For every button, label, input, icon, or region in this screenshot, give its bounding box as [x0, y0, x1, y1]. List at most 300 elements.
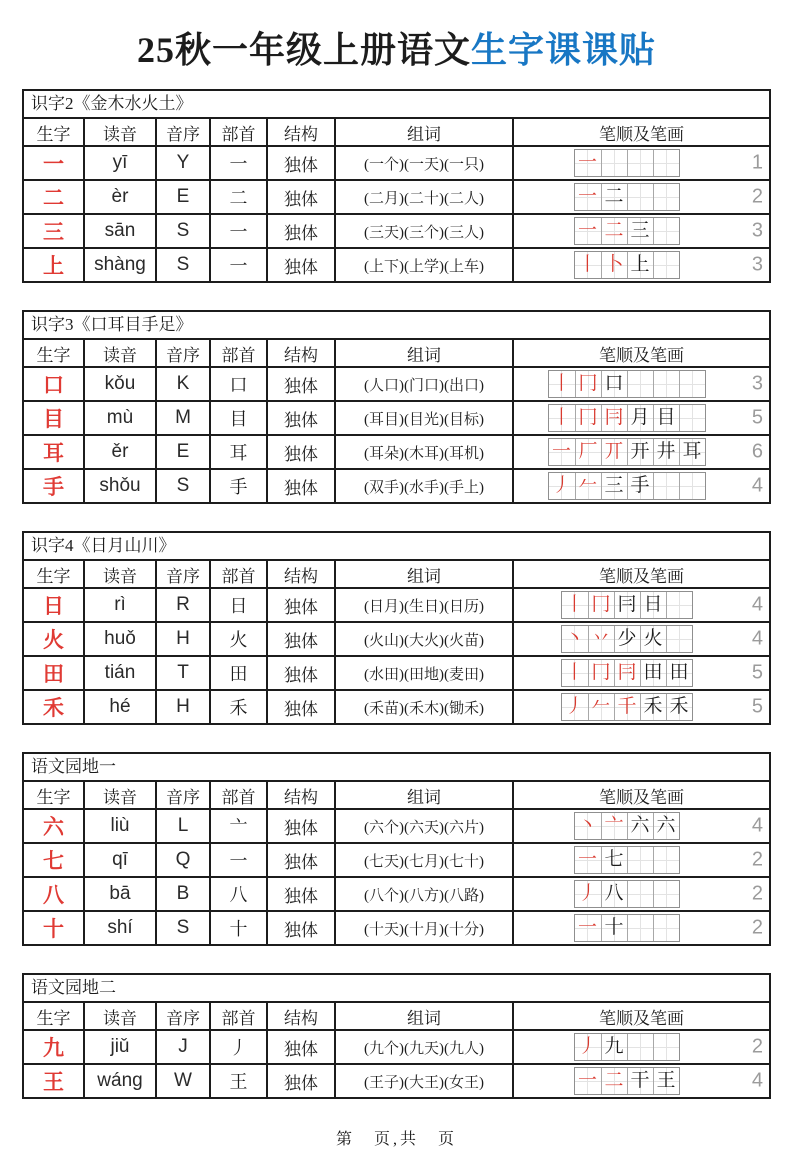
stroke-grid: [574, 1033, 680, 1061]
column-header-words: 组词: [334, 340, 512, 366]
words-cell: (耳目)(目光)(目标): [334, 402, 512, 434]
tianzige-cell: [627, 405, 653, 431]
column-header-radical: 部首: [209, 1003, 266, 1029]
column-header-strokes: 笔顺及笔画: [512, 561, 769, 587]
column-header-strokes: 笔顺及笔画: [512, 1003, 769, 1029]
tianzige-cell: [588, 660, 614, 686]
char-cell: 手: [43, 475, 64, 499]
tianzige-cell: [601, 813, 627, 839]
stroke-grid: [574, 217, 680, 245]
stroke-count: 5: [751, 661, 763, 684]
stroke-count: 3: [751, 372, 763, 395]
char-cell: 七: [43, 849, 64, 873]
stroke-order-cell: [512, 368, 769, 400]
initial-cell: K: [155, 368, 209, 400]
stroke-step-glyph: 厂: [578, 441, 598, 462]
table-row: [24, 179, 769, 213]
tianzige-cell: [679, 405, 705, 431]
pinyin-cell: kǒu: [83, 368, 155, 400]
radical-cell: 一: [209, 844, 266, 876]
radical-cell: 耳: [209, 436, 266, 468]
char-cell: 三: [43, 220, 64, 244]
initial-cell: Y: [155, 147, 209, 179]
column-header-char: 生字: [36, 787, 71, 807]
stroke-step-glyph: 日: [643, 594, 663, 615]
stroke-grid: [548, 472, 706, 500]
char-cell: 火: [43, 628, 64, 652]
tianzige-cell: [601, 371, 627, 397]
tianzige-cell: [575, 813, 601, 839]
structure-cell: 独体: [266, 878, 334, 910]
stroke-count: 2: [751, 882, 763, 905]
stroke-step-glyph: 三: [630, 220, 650, 241]
stroke-order-cell: [512, 657, 769, 689]
tianzige-cell: [666, 626, 692, 652]
column-header-char: 生字: [36, 566, 71, 586]
stroke-step-glyph: 二: [604, 186, 624, 207]
pinyin-cell: jiǔ: [83, 1031, 155, 1063]
stroke-step-glyph: 七: [604, 849, 624, 870]
section-title: 识字2《金木水火土》: [31, 94, 193, 113]
tianzige-cell: [575, 1068, 601, 1094]
radical-cell: 王: [209, 1065, 266, 1097]
tianzige-cell: [627, 473, 653, 499]
initial-cell: E: [155, 436, 209, 468]
structure-cell: 独体: [266, 402, 334, 434]
table-row: [24, 876, 769, 910]
char-cell: 日: [43, 594, 64, 618]
column-header-structure: 结构: [266, 1003, 334, 1029]
radical-cell: 亠: [209, 810, 266, 842]
tianzige-cell: [627, 439, 653, 465]
stroke-grid: [574, 914, 680, 942]
initial-cell: B: [155, 878, 209, 910]
tianzige-cell: [627, 813, 653, 839]
radical-cell: 八: [209, 878, 266, 910]
column-header-structure: 结构: [266, 340, 334, 366]
stroke-count: 4: [751, 1069, 763, 1092]
char-cell: 耳: [43, 441, 64, 465]
stroke-step-glyph: 九: [604, 1036, 624, 1057]
tianzige-cell: [627, 881, 653, 907]
stroke-count: 2: [751, 916, 763, 939]
table-row: [24, 145, 769, 179]
table-row: [24, 689, 769, 723]
column-header-pinyin: 读音: [83, 1003, 155, 1029]
radical-cell: 口: [209, 368, 266, 400]
structure-cell: 独体: [266, 249, 334, 281]
radical-cell: 禾: [209, 691, 266, 723]
structure-cell: 独体: [266, 1065, 334, 1097]
column-header-strokes: 笔顺及笔画: [512, 340, 769, 366]
initial-cell: J: [155, 1031, 209, 1063]
words-cell: (水田)(田地)(麦田): [334, 657, 512, 689]
radical-cell: 丿: [209, 1031, 266, 1063]
tianzige-cell: [666, 694, 692, 720]
stroke-order-cell: [512, 912, 769, 944]
table-row: [24, 1029, 769, 1063]
column-header-radical: 部首: [209, 340, 266, 366]
char-cell: 王: [43, 1070, 64, 1094]
table-header-row: [24, 117, 769, 145]
tianzige-cell: [588, 694, 614, 720]
tianzige-cell: [562, 626, 588, 652]
initial-cell: S: [155, 249, 209, 281]
initial-cell: H: [155, 623, 209, 655]
tianzige-cell: [562, 694, 588, 720]
column-header-radical: 部首: [209, 561, 266, 587]
tianzige-cell: [666, 592, 692, 618]
char-cell: 八: [43, 883, 64, 907]
column-header-structure: 结构: [266, 119, 334, 145]
tianzige-cell: [653, 150, 679, 176]
lesson-table: [22, 973, 771, 1099]
stroke-step-glyph: 亠: [604, 815, 624, 836]
stroke-step-glyph: 一: [577, 1070, 597, 1091]
stroke-order-cell: [512, 1031, 769, 1063]
tianzige-cell: [627, 915, 653, 941]
tianzige-cell: [653, 1068, 679, 1094]
initial-cell: R: [155, 589, 209, 621]
pinyin-cell: yī: [83, 147, 155, 179]
words-cell: (十天)(十月)(十分): [334, 912, 512, 944]
stroke-step-glyph: 丶: [577, 815, 597, 836]
words-cell: (人口)(门口)(出口): [334, 368, 512, 400]
column-header-pinyin: 读音: [83, 782, 155, 808]
tianzige-cell: [679, 473, 705, 499]
stroke-count: 6: [751, 440, 763, 463]
tianzige-cell: [653, 371, 679, 397]
table-row: [24, 213, 769, 247]
table-row: [24, 468, 769, 502]
structure-cell: 独体: [266, 589, 334, 621]
table-header-row: [24, 559, 769, 587]
stroke-count: 2: [751, 848, 763, 871]
stroke-step-glyph: 田: [669, 662, 689, 683]
pinyin-cell: bā: [83, 878, 155, 910]
tianzige-cell: [640, 694, 666, 720]
stroke-step-glyph: 井: [656, 441, 676, 462]
tianzige-cell: [666, 660, 692, 686]
tianzige-cell: [575, 439, 601, 465]
stroke-order-cell: [512, 147, 769, 179]
column-header-initial: 音序: [155, 1003, 209, 1029]
stroke-count: 4: [751, 474, 763, 497]
stroke-order-cell: [512, 402, 769, 434]
stroke-step-glyph: 十: [604, 917, 624, 938]
lesson-table: [22, 89, 771, 283]
stroke-step-glyph: 丿: [564, 696, 584, 717]
words-cell: (一个)(一天)(一只): [334, 147, 512, 179]
tianzige-cell: [575, 847, 601, 873]
initial-cell: Q: [155, 844, 209, 876]
initial-cell: W: [155, 1065, 209, 1097]
stroke-step-glyph: 丨: [551, 407, 571, 428]
stroke-step-glyph: 三: [604, 475, 624, 496]
stroke-count: 5: [751, 695, 763, 718]
stroke-count: 5: [751, 406, 763, 429]
tianzige-cell: [653, 847, 679, 873]
tianzige-cell: [614, 660, 640, 686]
tianzige-cell: [549, 405, 575, 431]
column-header-initial: 音序: [155, 119, 209, 145]
structure-cell: 独体: [266, 1031, 334, 1063]
stroke-step-glyph: 冃: [604, 407, 624, 428]
column-header-initial: 音序: [155, 561, 209, 587]
pinyin-cell: mù: [83, 402, 155, 434]
char-cell: 目: [43, 407, 64, 431]
stroke-order-cell: [512, 436, 769, 468]
stroke-step-glyph: 八: [604, 883, 624, 904]
stroke-step-glyph: 一: [577, 849, 597, 870]
column-header-initial: 音序: [155, 340, 209, 366]
initial-cell: T: [155, 657, 209, 689]
tianzige-cell: [562, 660, 588, 686]
pinyin-cell: shí: [83, 912, 155, 944]
stroke-step-glyph: 一: [577, 152, 597, 173]
structure-cell: 独体: [266, 147, 334, 179]
pinyin-cell: huǒ: [83, 623, 155, 655]
char-cell: 九: [43, 1036, 64, 1060]
stroke-grid: [548, 438, 706, 466]
tianzige-cell: [575, 405, 601, 431]
tianzige-cell: [601, 1068, 627, 1094]
char-cell: 田: [43, 662, 64, 686]
tianzige-cell: [627, 847, 653, 873]
stroke-grid: [548, 404, 706, 432]
tianzige-cell: [653, 881, 679, 907]
table-header-row: [24, 1001, 769, 1029]
tianzige-cell: [575, 150, 601, 176]
structure-cell: 独体: [266, 810, 334, 842]
initial-cell: S: [155, 912, 209, 944]
table-row: [24, 621, 769, 655]
tianzige-cell: [653, 439, 679, 465]
stroke-step-glyph: 禾: [643, 696, 663, 717]
stroke-step-glyph: 丿: [577, 1036, 597, 1057]
table-row: [24, 587, 769, 621]
pinyin-cell: wáng: [83, 1065, 155, 1097]
tianzige-cell: [601, 252, 627, 278]
column-header-strokes: 笔顺及笔画: [512, 119, 769, 145]
char-cell: 十: [43, 917, 64, 941]
tianzige-cell: [627, 1034, 653, 1060]
tianzige-cell: [653, 184, 679, 210]
tianzige-cell: [640, 660, 666, 686]
pinyin-cell: ěr: [83, 436, 155, 468]
stroke-step-glyph: 丿: [551, 475, 571, 496]
stroke-step-glyph: 二: [604, 1070, 624, 1091]
stroke-count: 4: [751, 814, 763, 837]
page-title: [22, 22, 771, 73]
structure-cell: 独体: [266, 368, 334, 400]
stroke-step-glyph: 丨: [564, 662, 584, 683]
stroke-step-glyph: 𠂉: [591, 696, 611, 717]
tianzige-cell: [627, 184, 653, 210]
stroke-step-glyph: 上: [630, 254, 650, 275]
initial-cell: S: [155, 470, 209, 502]
words-cell: (禾苗)(禾木)(锄禾): [334, 691, 512, 723]
structure-cell: 独体: [266, 691, 334, 723]
column-header-structure: 结构: [266, 782, 334, 808]
words-cell: (日月)(生日)(日历): [334, 589, 512, 621]
stroke-count: 3: [751, 253, 763, 276]
tianzige-cell: [653, 405, 679, 431]
stroke-step-glyph: 目: [656, 407, 676, 428]
tianzige-cell: [679, 371, 705, 397]
tianzige-cell: [588, 592, 614, 618]
sections-container: [22, 89, 771, 1099]
table-row: [24, 434, 769, 468]
radical-cell: 二: [209, 181, 266, 213]
tianzige-cell: [575, 915, 601, 941]
tianzige-cell: [653, 218, 679, 244]
tianzige-cell: [575, 1034, 601, 1060]
pinyin-cell: sān: [83, 215, 155, 247]
stroke-step-glyph: 𠂉: [578, 475, 598, 496]
table-header-row: [24, 338, 769, 366]
column-header-words: 组词: [334, 561, 512, 587]
tianzige-cell: [588, 626, 614, 652]
stroke-step-glyph: 耳: [682, 441, 702, 462]
pinyin-cell: hé: [83, 691, 155, 723]
tianzige-cell: [653, 813, 679, 839]
radical-cell: 日: [209, 589, 266, 621]
structure-cell: 独体: [266, 470, 334, 502]
page-footer: 第 页,共 页: [335, 1131, 457, 1148]
stroke-grid: [574, 183, 680, 211]
column-header-words: 组词: [334, 1003, 512, 1029]
page-title-black-part: 25秋一年级上册语文: [136, 30, 471, 70]
stroke-step-glyph: 一: [577, 917, 597, 938]
stroke-step-glyph: 禾: [669, 696, 689, 717]
stroke-step-glyph: 丌: [604, 441, 624, 462]
stroke-grid: [574, 812, 680, 840]
stroke-count: 4: [751, 627, 763, 650]
section-title: 识字4《日月山川》: [31, 536, 176, 555]
lesson-table: [22, 752, 771, 946]
stroke-step-glyph: 一: [551, 441, 571, 462]
stroke-step-glyph: 丨: [577, 254, 597, 275]
tianzige-cell: [653, 473, 679, 499]
tianzige-cell: [614, 626, 640, 652]
column-header-words: 组词: [334, 119, 512, 145]
words-cell: (王子)(大王)(女王): [334, 1065, 512, 1097]
tianzige-cell: [575, 881, 601, 907]
table-header-row: [24, 780, 769, 808]
stroke-grid: [548, 370, 706, 398]
page-title-highlight-part: 生字课课贴: [471, 30, 657, 70]
stroke-step-glyph: 一: [577, 220, 597, 241]
tianzige-cell: [627, 252, 653, 278]
pinyin-cell: rì: [83, 589, 155, 621]
words-cell: (二月)(二十)(二人): [334, 181, 512, 213]
radical-cell: 一: [209, 249, 266, 281]
stroke-count: 3: [751, 219, 763, 242]
stroke-order-cell: [512, 878, 769, 910]
stroke-grid: [561, 625, 693, 653]
column-header-pinyin: 读音: [83, 561, 155, 587]
stroke-order-cell: [512, 691, 769, 723]
pinyin-cell: tián: [83, 657, 155, 689]
stroke-step-glyph: 口: [604, 373, 624, 394]
tianzige-cell: [627, 371, 653, 397]
stroke-grid: [574, 846, 680, 874]
column-header-pinyin: 读音: [83, 340, 155, 366]
tianzige-cell: [562, 592, 588, 618]
tianzige-cell: [640, 592, 666, 618]
stroke-step-glyph: 千: [617, 696, 637, 717]
pinyin-cell: qī: [83, 844, 155, 876]
initial-cell: E: [155, 181, 209, 213]
column-header-radical: 部首: [209, 782, 266, 808]
stroke-order-cell: [512, 249, 769, 281]
tianzige-cell: [601, 1034, 627, 1060]
stroke-grid: [574, 251, 680, 279]
tianzige-cell: [575, 184, 601, 210]
char-cell: 六: [43, 815, 64, 839]
column-header-pinyin: 读音: [83, 119, 155, 145]
stroke-step-glyph: 丶: [564, 628, 584, 649]
tianzige-cell: [549, 439, 575, 465]
stroke-step-glyph: 冃: [617, 594, 637, 615]
radical-cell: 一: [209, 147, 266, 179]
tianzige-cell: [601, 473, 627, 499]
words-cell: (七天)(七月)(七十): [334, 844, 512, 876]
tianzige-cell: [601, 915, 627, 941]
radical-cell: 十: [209, 912, 266, 944]
tianzige-cell: [549, 371, 575, 397]
tianzige-cell: [627, 150, 653, 176]
tianzige-cell: [679, 439, 705, 465]
column-header-char: 生字: [36, 124, 71, 144]
stroke-step-glyph: 干: [630, 1070, 650, 1091]
tianzige-cell: [601, 184, 627, 210]
tianzige-cell: [653, 252, 679, 278]
words-cell: (耳朵)(木耳)(耳机): [334, 436, 512, 468]
stroke-count: 2: [751, 185, 763, 208]
stroke-grid: [561, 659, 693, 687]
tianzige-cell: [627, 218, 653, 244]
stroke-step-glyph: 田: [643, 662, 663, 683]
stroke-step-glyph: 王: [656, 1070, 676, 1091]
tianzige-cell: [614, 592, 640, 618]
structure-cell: 独体: [266, 844, 334, 876]
tianzige-cell: [549, 473, 575, 499]
table-row: [24, 842, 769, 876]
pinyin-cell: shàng: [83, 249, 155, 281]
table-row: [24, 808, 769, 842]
initial-cell: L: [155, 810, 209, 842]
stroke-order-cell: [512, 181, 769, 213]
lesson-table: [22, 531, 771, 725]
char-cell: 上: [43, 254, 64, 278]
stroke-step-glyph: 冂: [578, 407, 598, 428]
tianzige-cell: [653, 1034, 679, 1060]
char-cell: 禾: [43, 696, 64, 720]
stroke-order-cell: [512, 844, 769, 876]
radical-cell: 目: [209, 402, 266, 434]
pinyin-cell: liù: [83, 810, 155, 842]
tianzige-cell: [601, 847, 627, 873]
stroke-step-glyph: 二: [604, 220, 624, 241]
table-row: [24, 1063, 769, 1097]
stroke-step-glyph: 丿: [577, 883, 597, 904]
tianzige-cell: [601, 218, 627, 244]
tianzige-cell: [575, 218, 601, 244]
stroke-step-glyph: 丨: [564, 594, 584, 615]
radical-cell: 田: [209, 657, 266, 689]
